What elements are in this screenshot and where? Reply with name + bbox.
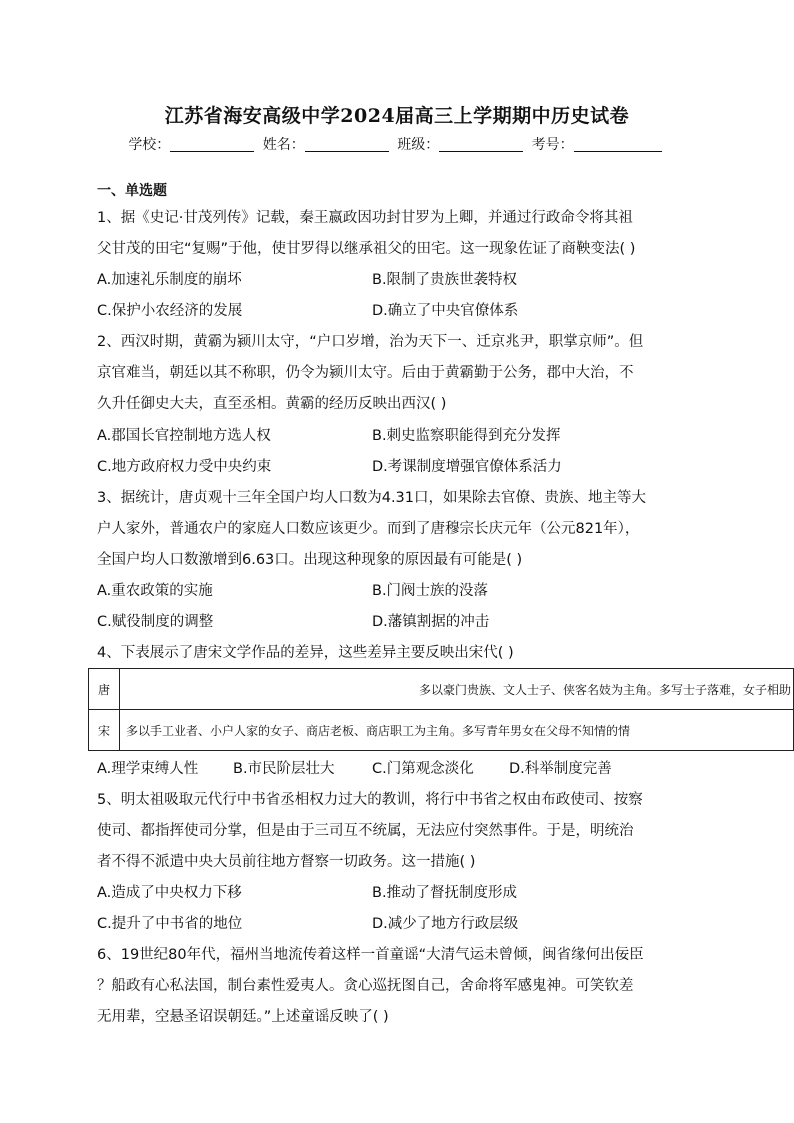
q4-option-d: D.科举制度完善 bbox=[509, 761, 612, 777]
q3-stem-line-2: 户人家外，普通农户的家庭人口数应该更少。而到了唐穆宗长庆元年（公元821年）， bbox=[97, 521, 640, 537]
exam-title: 江苏省海安高级中学2024届高三上学期期中历史试卷 bbox=[164, 105, 630, 127]
q1-option-c: C.保护小农经济的发展 bbox=[97, 303, 243, 319]
q4-option-b: B.市民阶层壮大 bbox=[233, 761, 335, 777]
q4-comparison-table bbox=[88, 668, 794, 751]
q4-option-a: A.理学束缚人性 bbox=[97, 761, 199, 777]
q6-stem-line-1: 6、19世纪80年代，福州当地流传着这样一首童谣“大清气运未曾倾，闽省缘何出佞臣 bbox=[97, 947, 644, 963]
q5-option-a: A.造成了中央权力下移 bbox=[97, 885, 242, 901]
q2-stem-line-3: 久升任御史大夫，直至丞相。黄霸的经历反映出西汉( ) bbox=[97, 396, 447, 412]
number-label: 考号： bbox=[531, 137, 574, 153]
name-label: 姓名： bbox=[262, 137, 305, 153]
q2-option-b: B.刺史监察职能得到充分发挥 bbox=[372, 428, 561, 444]
q3-option-c: C.赋役制度的调整 bbox=[97, 614, 214, 630]
q5-option-b: B.推动了督抚制度形成 bbox=[372, 885, 518, 901]
school-blank[interactable] bbox=[170, 137, 254, 152]
q2-option-a: A.郡国长官控制地方选人权 bbox=[97, 428, 271, 444]
school-label: 学校： bbox=[128, 137, 171, 153]
q5-option-d: D.减少了地方行政层级 bbox=[372, 916, 519, 932]
q2-stem-line-1: 2、西汉时期，黄霸为颍川太守，“户口岁增，治为天下一、迁京兆尹，职掌京师”。但 bbox=[97, 334, 644, 350]
q2-stem-line-2: 京官难当，朝廷以其不称职，仍令为颍川太守。后由于黄霸勤于公务，郡中大治，不 bbox=[97, 365, 634, 381]
section-title: 一、单选题 bbox=[97, 183, 167, 199]
class-blank[interactable] bbox=[439, 137, 523, 152]
q3-stem-line-1: 3、据统计，唐贞观十三年全国户均人口数为4.31口，如果除去官僚、贵族、地主等大 bbox=[97, 490, 647, 506]
class-label: 班级： bbox=[397, 137, 440, 153]
q1-stem-line-1: 1、据《史记·甘茂列传》记载，秦王嬴政因功封甘罗为上卿，并通过行政命令将其祖 bbox=[97, 210, 633, 226]
q3-option-d: D.藩镇割据的冲击 bbox=[372, 614, 490, 630]
table-row bbox=[89, 669, 794, 710]
table-row bbox=[89, 710, 794, 751]
table-cell-content bbox=[120, 669, 794, 710]
q5-stem-line-3: 者不得不派遣中央大员前往地方督察一切政务。这一措施( ) bbox=[97, 854, 476, 870]
q2-option-d: D.考课制度增强官僚体系活力 bbox=[372, 459, 562, 475]
table-cell-dynasty: 唐 bbox=[89, 669, 120, 710]
q6-stem-line-3: 无用辈，空悬圣诏误朝廷。”上述童谣反映了( ) bbox=[97, 1009, 389, 1025]
table-cell-content bbox=[120, 710, 794, 751]
q1-option-a: A.加速礼乐制度的崩坏 bbox=[97, 272, 242, 288]
name-blank[interactable] bbox=[305, 137, 389, 152]
number-blank[interactable] bbox=[574, 137, 662, 152]
q5-option-c: C.提升了中书省的地位 bbox=[97, 916, 243, 932]
table-cell-text: 多以豪门贵族、文人士子、侠客名妓为主角。多写士子落难，女子相助 bbox=[418, 682, 791, 697]
table-cell-text: 多以手工业者、小户人家的女子、商店老板、商店职工为主角。多写青年男女在父母不知情的情 bbox=[126, 723, 631, 738]
q3-option-a: A.重农政策的实施 bbox=[97, 583, 213, 599]
q4-option-c: C.门第观念淡化 bbox=[372, 761, 474, 777]
q1-option-d: D.确立了中央官僚体系 bbox=[372, 303, 519, 319]
q6-stem-line-2: ？船政有心私法国，制台素性爱夷人。贪心巡抚图自己，舍命将军感鬼神。可笑钦差 bbox=[97, 978, 634, 994]
q3-option-b: B.门阀士族的没落 bbox=[372, 583, 489, 599]
q2-option-c: C.地方政府权力受中央约束 bbox=[97, 459, 272, 475]
q5-stem-line-2: 使司、都指挥使司分掌，但是由于三司互不统属，无法应付突然事件。于是，明统治 bbox=[97, 823, 634, 839]
q1-option-b: B.限制了贵族世袭特权 bbox=[372, 272, 518, 288]
q3-stem-line-3: 全国户均人口数激增到6.63口。出现这种现象的原因最有可能是( ) bbox=[97, 552, 523, 568]
q1-stem-line-2: 父甘茂的田宅“复赐”于他，使甘罗得以继承祖父的田宅。这一现象佐证了商鞅变法( ) bbox=[97, 241, 636, 257]
table-cell-dynasty: 宋 bbox=[89, 710, 120, 751]
q4-stem-line-1: 4、下表展示了唐宋文学作品的差异，这些差异主要反映出宋代( ) bbox=[97, 645, 514, 661]
student-info-line bbox=[0, 134, 794, 154]
q5-stem-line-1: 5、明太祖吸取元代行中书省丞相权力过大的教训，将行中书省之权由布政使司、按察 bbox=[97, 792, 643, 808]
